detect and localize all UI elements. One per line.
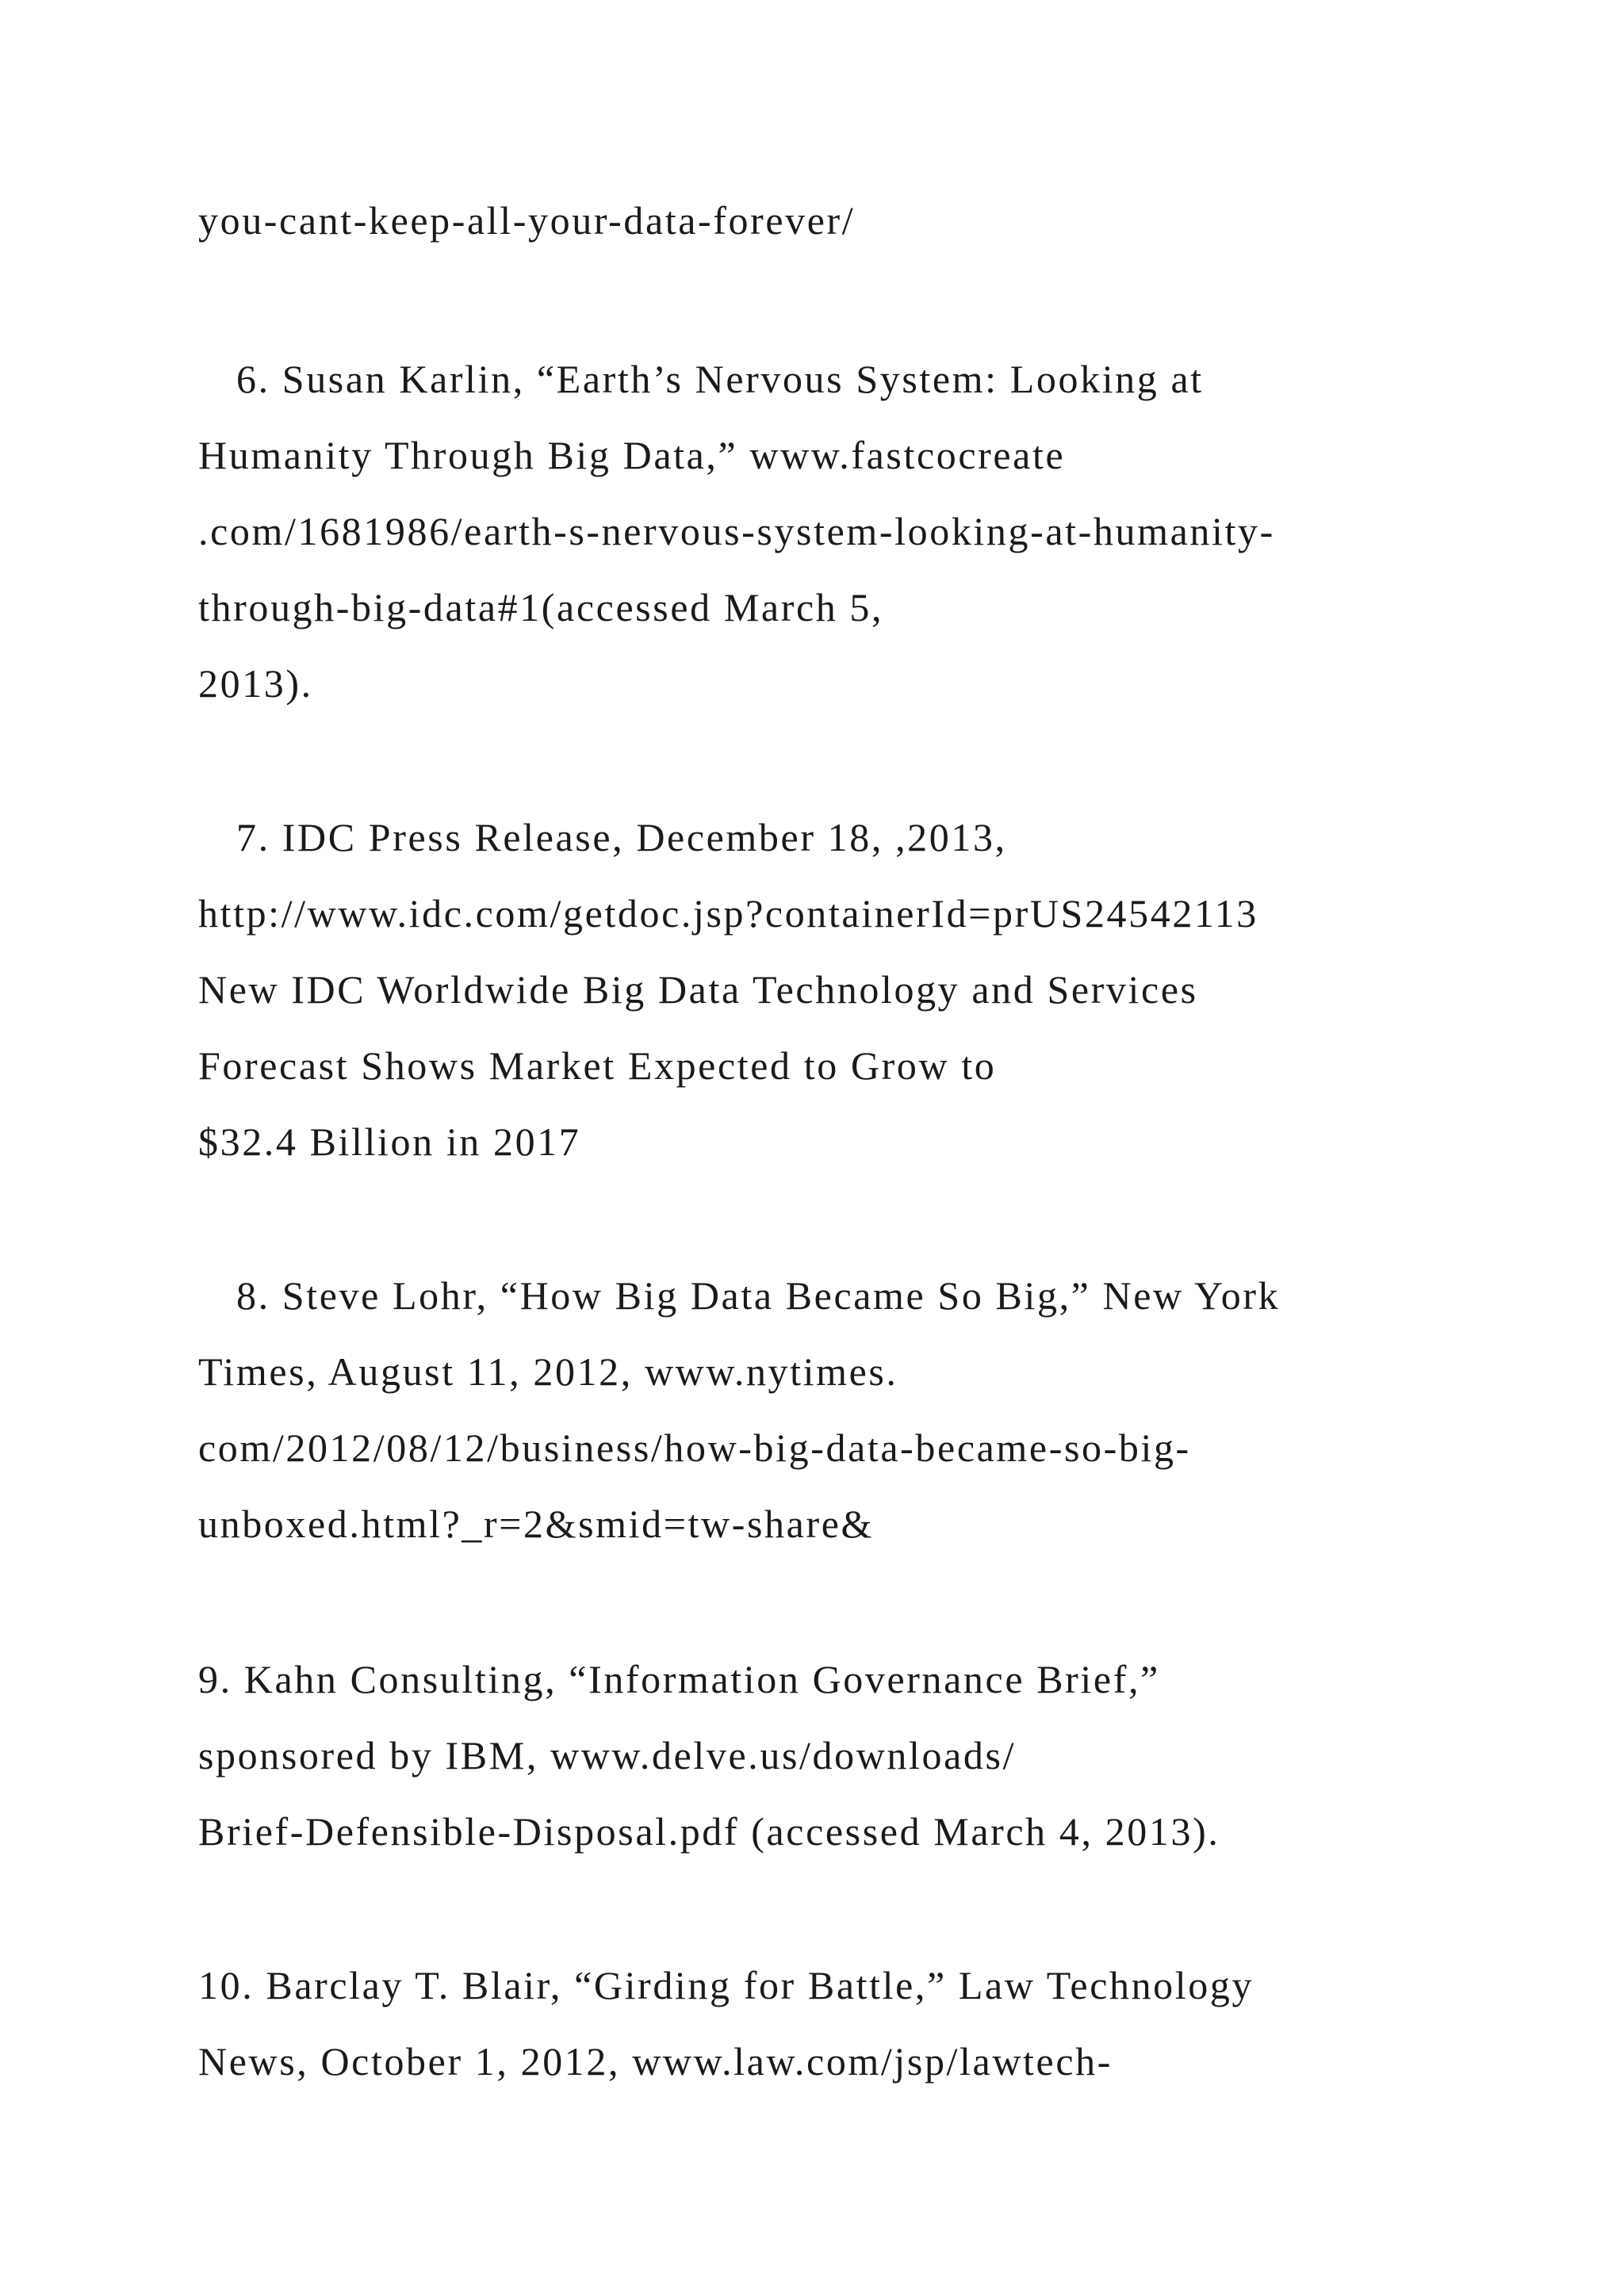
- text-line: $32.4 Billion in 2017: [198, 1119, 581, 1164]
- text-line: Forecast Shows Market Expected to Grow to: [198, 1043, 997, 1088]
- text-line: through-big-data#1(accessed March 5,: [198, 585, 884, 629]
- text-line: 2013).: [198, 661, 313, 706]
- endnote-9-line: 9. Kahn Consulting, “Information Governance Brief,”: [198, 1657, 1160, 1701]
- text-line: News, October 1, 2012, www.law.com/jsp/lawtech-: [198, 2039, 1113, 2084]
- endnote-8-line: 8. Steve Lohr, “How Big Data Became So Big,” New York: [236, 1273, 1281, 1318]
- text-line: Humanity Through Big Data,” www.fastcocreate: [198, 433, 1066, 477]
- endnote-6-line: 6. Susan Karlin, “Earth’s Nervous System: Looking at: [236, 357, 1204, 401]
- text-line: http://www.idc.com/getdoc.jsp?containerId=prUS24542113: [198, 891, 1258, 936]
- text-line: Times, August 11, 2012, www.nytimes.: [198, 1349, 898, 1394]
- text-line: com/2012/08/12/business/how-big-data-became-so-big-: [198, 1425, 1191, 1470]
- text-line: .com/1681986/earth-s-nervous-system-looking-at-humanity-: [198, 509, 1275, 553]
- text-line: unboxed.html?_r=2&smid=tw-share&: [198, 1502, 874, 1546]
- endnote-10-line: 10. Barclay T. Blair, “Girding for Battle,” Law Technology: [198, 1963, 1254, 2007]
- text-line: New IDC Worldwide Big Data Technology and Services: [198, 967, 1198, 1012]
- text-line: you-cant-keep-all-your-data-forever/: [198, 198, 856, 243]
- text-line: sponsored by IBM, www.delve.us/downloads/: [198, 1733, 1017, 1777]
- text-line: Brief-Defensible-Disposal.pdf (accessed March 4, 2013).: [198, 1809, 1220, 1854]
- endnote-7-line: 7. IDC Press Release, December 18, ,2013,: [236, 815, 1007, 859]
